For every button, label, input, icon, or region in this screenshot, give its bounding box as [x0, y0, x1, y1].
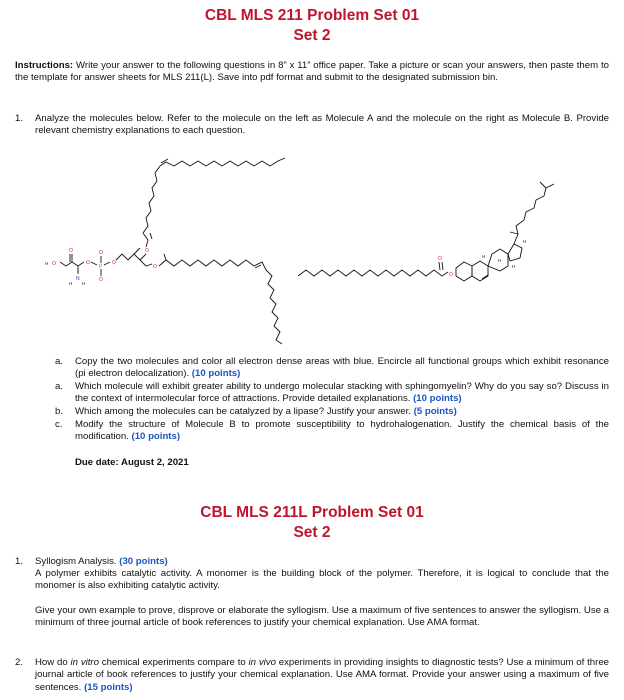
lab-question-2-in-vivo: in vivo [248, 657, 276, 668]
molecule-a-serine-oxygen: O [69, 248, 73, 254]
instructions-text: Write your answer to the following questions in 8” x 11” office paper. Take a picture or scan your answers, then paste them to the template for answer sheets for MLS 211(L). Save into pdf format and submit to the designated submission bin. [15, 60, 609, 84]
molecule-b-hydrogen-2: H [498, 258, 502, 263]
instructions-paragraph [15, 60, 609, 85]
page-subtitle: Set 2 [293, 27, 331, 44]
lab-question-1-text-2: Give your own example to prove, disprove or elaborate the syllogism. Use a maximum of five sentences to answer the syllogism. Use a minimum of three journal article of book references to justify your chemical explanation. Use AMA format. [35, 605, 609, 629]
lab-page-title: CBL MLS 211L Problem Set 01 [200, 504, 424, 521]
subquestion-3-body: Which among the molecules can be catalyzed by a lipase? Justify your answer. [75, 406, 411, 417]
subquestion-2-text [75, 381, 609, 406]
molecule-a-phosphate-oxygen: O [112, 260, 116, 266]
molecule-a-glycerol [116, 254, 146, 260]
molecule-a-upper-ester [143, 233, 148, 247]
molecule-a-upper-chain [143, 158, 285, 233]
molecule-figure [40, 148, 580, 353]
question-1-text: Analyze the molecules below. Refer to the molecule on the left as Molecule A and the molecule on the right as Molecule B. Provide relevant chemistry explanations to each question. [35, 113, 609, 137]
lab-question-2-text [35, 657, 609, 694]
molecule-a-amine-hydrogen-1: H [69, 281, 73, 286]
subquestion-1-text [75, 356, 609, 381]
subquestion-3-label: b. [55, 406, 64, 417]
molecule-b-chain [298, 270, 448, 276]
subquestion-2-body: Which molecule will exhibit greater ability to undergo molecular stacking with sphingomyelin? Why do you say so? Discuss in the context of intermolecular force of attractions. Provide detailed explanations. [75, 381, 609, 405]
subquestion-4-points: (10 points) [131, 431, 181, 443]
page-title: CBL MLS 211 Problem Set 01 [204, 7, 420, 24]
molecule-a-phosphate-oxygen-bottom: O [99, 277, 103, 283]
molecule-a-phosphate-oxygen-left: O [86, 260, 90, 266]
instructions-label: Instructions: [15, 60, 74, 71]
molecule-a-phosphorus: P [99, 264, 103, 270]
molecule-a-lower-ester [140, 260, 152, 266]
lab-question-2-number: 2. [15, 657, 24, 668]
molecule-a-hydroxyl-hydrogen: H [45, 261, 49, 266]
lab-question-2-text-after: experiments in providing insights to diagnostic tests? Use a minimum of three journal article of book references to justify your chemical explanation. Use AMA format. Provide your answer using a maximum of five sentences. [35, 657, 610, 693]
lab-question-2-in-vitro: in vitro [70, 657, 99, 668]
subquestion-4-label: c. [55, 419, 63, 430]
molecule-b-hydrogen-1: H [482, 254, 486, 259]
subquestion-2-label: a. [55, 381, 64, 392]
lab-question-2-points: (15 points) [84, 681, 133, 693]
subquestion-1-points: (10 points) [191, 368, 241, 380]
lab-question-1-points: (30 points) [119, 556, 168, 567]
molecule-a-amine-hydrogen-2: H [82, 281, 86, 286]
molecule-b-hydrogen-4: H [523, 239, 527, 244]
lab-page-subtitle: Set 2 [293, 524, 331, 541]
molecule-a-lower-chain [159, 260, 282, 344]
molecule-b-ring-a [456, 262, 472, 281]
molecule-b-side-chain [514, 182, 546, 244]
molecule-a-upper-ester-oxygen: O [145, 248, 149, 254]
molecule-a-serine [60, 262, 84, 266]
molecule-a-amine-nitrogen: N [76, 276, 80, 282]
molecule-a-lower-ester-oxygen: O [153, 264, 157, 270]
subquestion-2-points: (10 points) [413, 393, 462, 405]
lab-question-1-title: Syllogism Analysis. [35, 556, 117, 567]
molecule-b-ester-oxygen: O [449, 272, 453, 278]
molecule-b-ring-b [472, 261, 488, 281]
molecule-b-hydrogen-3: H [512, 264, 516, 269]
subquestion-4-body: Modify the structure of Molecule B to promote susceptibility to hydrohalogenation. Justify the chemical basis of the modification. [75, 419, 609, 443]
subquestion-1-label: a. [55, 356, 64, 367]
molecule-a-serine-hydroxyl-oxygen: O [52, 261, 56, 267]
lab-question-2-text-mid: chemical experiments compare to [98, 657, 249, 668]
molecule-a-phosphate-oxygen-top: O [99, 250, 103, 256]
lab-question-1-number: 1. [15, 556, 24, 567]
subquestion-1-body: Copy the two molecules and color all electron dense areas with blue. Encircle all functional groups which exhibit resonance (pi electron delocalization). [75, 356, 609, 380]
molecule-b-carbonyl-oxygen: O [438, 256, 442, 262]
question-1-number: 1. [15, 113, 24, 124]
lab-question-1-text: A polymer exhibits catalytic activity. A monomer is the building block of the polymer. Therefore, it is logical to conclude that the monomer is also exhibiting catalytic activity. [35, 568, 609, 592]
lab-question-2-text-before: How do [35, 657, 71, 668]
subquestion-3-points: (5 points) [413, 406, 457, 417]
subquestion-3-text [75, 406, 609, 418]
molecule-b-ring-d [508, 244, 522, 261]
subquestion-4-text [75, 419, 609, 444]
lab-question-1-heading [35, 556, 609, 568]
due-date: Due date: August 2, 2021 [75, 457, 189, 468]
